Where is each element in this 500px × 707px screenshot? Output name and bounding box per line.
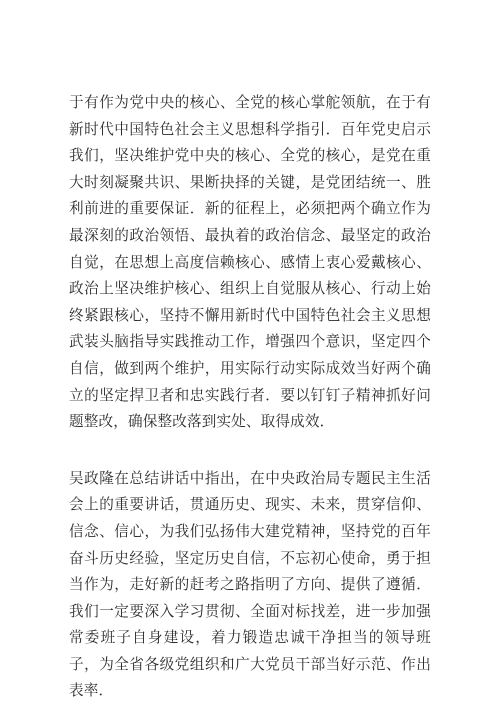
document-body xyxy=(69,90,431,705)
paragraph-2: 吴政隆在总结讲话中指出，在中央政治局专题民主生活会上的重要讲话，贯通历史、现实、未来，贯穿信仰、信念、信心，为我们弘扬伟大建党精神，坚持党的百年奋斗历史经验，坚定历史自信，不忘初心使命，勇于担当作为，走好新的赶考之路指明了方向、提供了遵循．我们一定要深入学习贯彻、全面对标找差，进一步加强常委班子自身建设，着力锻造忠诚干净担当的领导班子，为全省各级党组织和广大党员干部当好示范、作出表率． xyxy=(69,469,431,700)
paragraph-1: 于有作为党中央的核心、全党的核心掌舵领航，在于有新时代中国特色社会主义思想科学指引．百年党史启示我们，坚决维护党中央的核心、全党的核心，是党在重大时刻凝聚共识、果断抉择的关键，是党团结统一、胜利前进的重要保证．新的征程上，必须把两个确立作为最深刻的政治领悟、最执着的政治信念、最坚定的政治自觉，在思想上高度信赖核心、感情上衷心爱戴核心、政治上坚决维护核心、组织上自觉服从核心、行动上始终紧跟核心，坚持不懈用新时代中国特色社会主义思想武装头脑指导实践推动工作，增强四个意识，坚定四个自信，做到两个维护，用实际行动实际成效当好两个确立的坚定捍卫者和忠实践行者．要以钉钉子精神抓好问题整改，确保整改落到实处、取得成效． xyxy=(69,94,431,431)
